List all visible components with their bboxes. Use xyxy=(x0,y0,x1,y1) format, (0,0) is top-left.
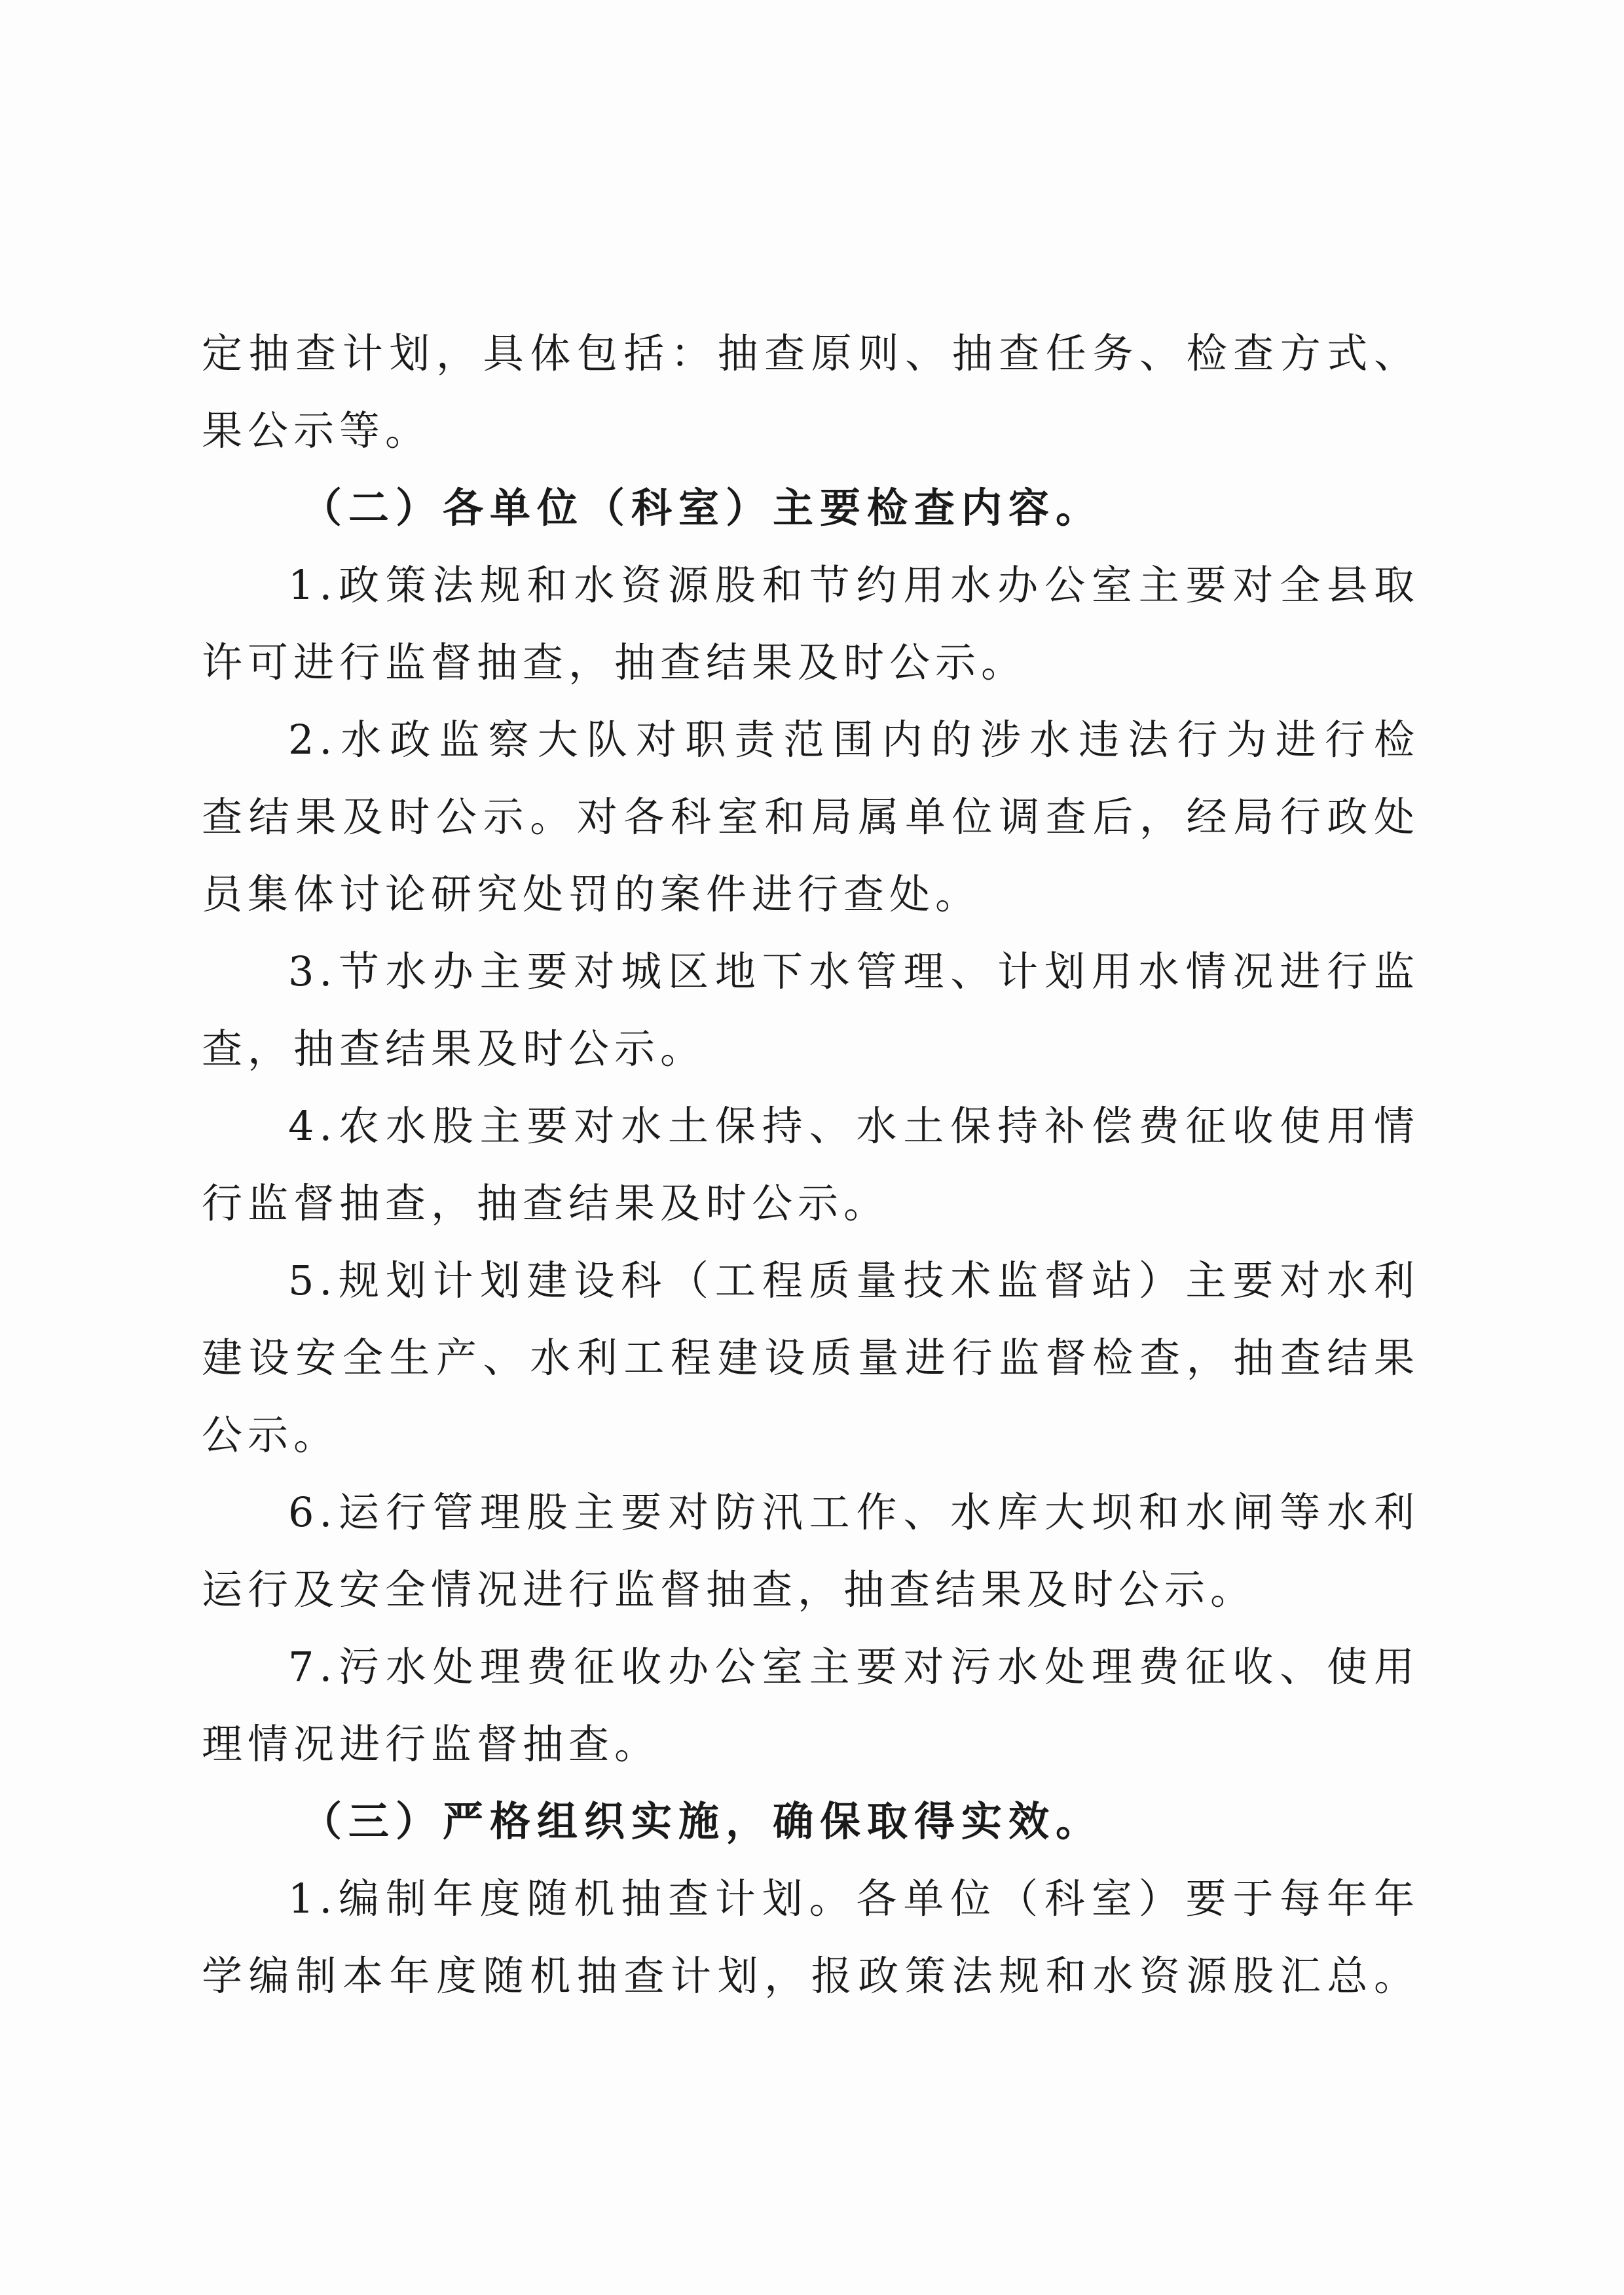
body-text-line: 3.节水办主要对城区地下水管理、计划用水情况进行监 xyxy=(288,947,1420,995)
body-text-line: 6.运行管理股主要对防汛工作、水库大坝和水闸等水利 xyxy=(288,1488,1420,1536)
body-text-line: 果公示等。 xyxy=(202,407,432,454)
body-text-line: 5.规划计划建设科（工程质量技术监督站）主要对水利 xyxy=(288,1257,1420,1304)
body-text-line: 员集体讨论研究处罚的案件进行查处。 xyxy=(202,870,982,918)
body-text-line: 1.编制年度随机抽查计划。各单位（科室）要于每年年 xyxy=(288,1875,1420,1922)
body-text-line: 行监督抽查，抽查结果及时公示。 xyxy=(202,1179,890,1227)
body-text-line: 4.农水股主要对水土保持、水土保持补偿费征收使用情 xyxy=(288,1102,1420,1150)
section-heading-2: （二）各单位（科室）主要检查内容。 xyxy=(301,484,1103,532)
body-text-line: 公示。 xyxy=(202,1411,340,1459)
body-text-line: 运行及安全情况进行监督抽查，抽查结果及时公示。 xyxy=(202,1566,1257,1613)
body-text-line: 学编制本年度随机抽查计划，报政策法规和水资源股汇总。 xyxy=(202,1952,1420,2000)
body-text-line: 7.污水处理费征收办公室主要对污水处理费征收、使用 xyxy=(288,1643,1420,1691)
body-text-line: 建设安全生产、水利工程建设质量进行监督检查，抽查结果 xyxy=(202,1334,1420,1382)
body-text-line: 定抽查计划，具体包括：抽查原则、抽查任务、检查方式、 xyxy=(202,329,1420,377)
body-text-line: 理情况进行监督抽查。 xyxy=(202,1720,661,1768)
body-text-line: 2.水政监察大队对职责范围内的涉水违法行为进行检 xyxy=(288,716,1420,763)
body-text-line: 1.政策法规和水资源股和节约用水办公室主要对全县取 xyxy=(288,561,1420,609)
section-heading-3: （三）严格组织实施，确保取得实效。 xyxy=(301,1797,1103,1845)
body-text-line: 许可进行监督抽查，抽查结果及时公示。 xyxy=(202,638,1027,686)
body-text-line: 查结果及时公示。对各科室和局属单位调查后，经局行政处 xyxy=(202,793,1420,841)
body-text-line: 查，抽查结果及时公示。 xyxy=(202,1025,707,1073)
